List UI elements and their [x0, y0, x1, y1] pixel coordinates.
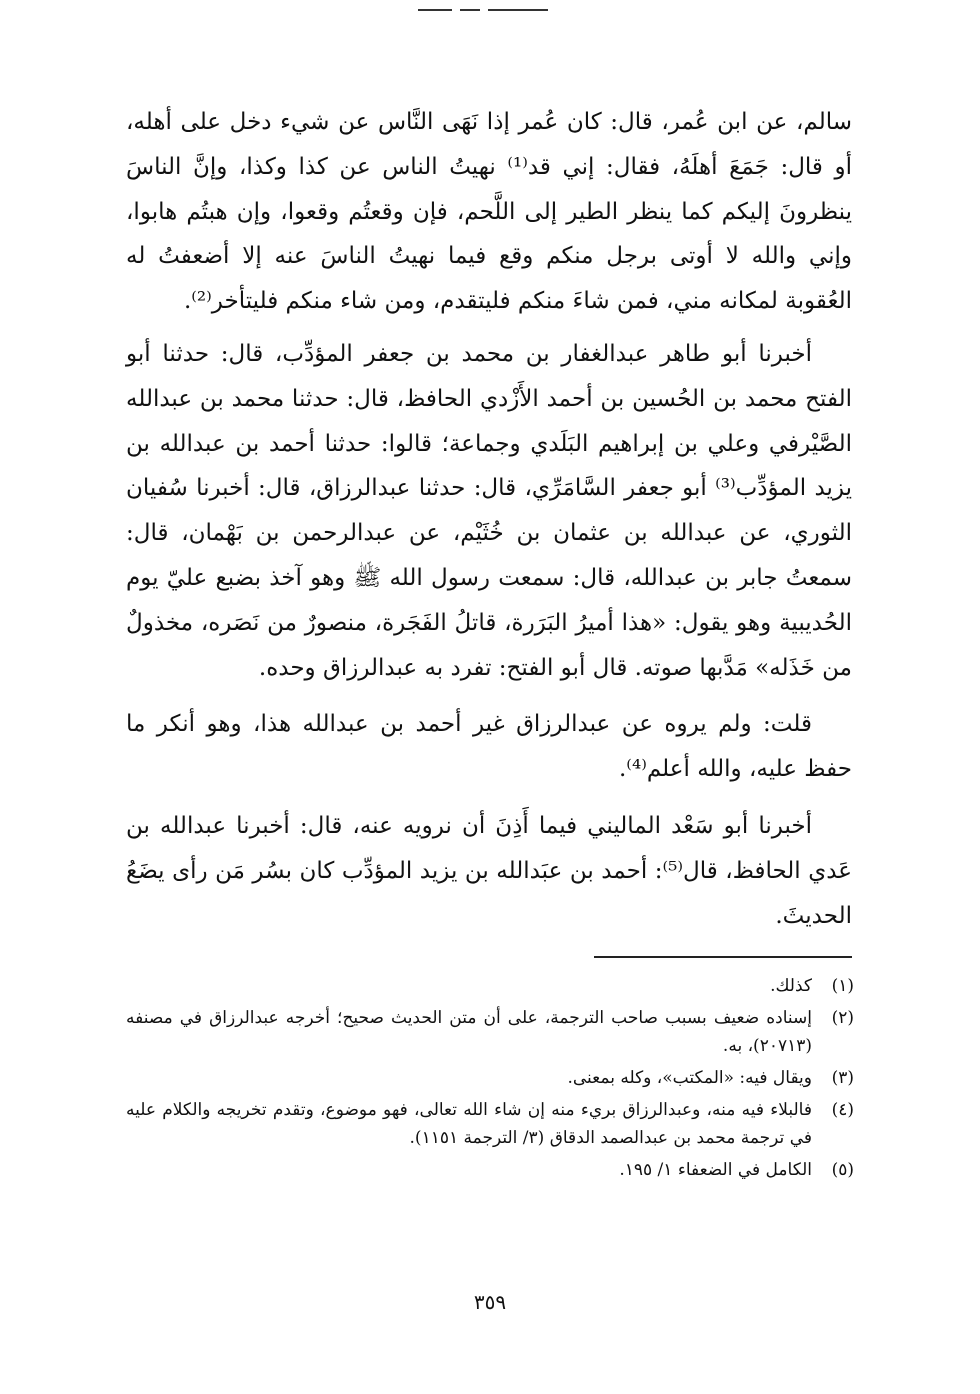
page-number: ٣٥٩ [473, 1290, 507, 1314]
footnote-separator [594, 956, 852, 958]
main-text [126, 100, 852, 950]
footnote-item [126, 1156, 854, 1184]
footnote-number: (٢) [831, 1008, 854, 1028]
paragraph-1: سالم، عن ابن عُمر، قال: كان عُمر إذا نَهَى النَّاس عن شيء دخل على أهله، أو قال: جَمَعَ أهلَهُ، فقال: إني قد⁽¹⁾ نهيتُ الناس عن كذا وكذا، وإنَّ الناسَ ينظرونَ إليكم كما ينظر الطير إلى اللَّحم، فإن وقعتُم وقعوا، وإن هبتُم هابوا، وإني والله لا أوتى برجل منكم وقع فيما نهيتُ الناسَ عنه إلا أضعفتُ له العُقوبة لمكانه مني، فمن شاءَ منكم فليتقدم، ومن شاء منكم فليتأخر⁽²⁾. [126, 109, 852, 315]
top-rule [418, 6, 548, 16]
footnote-text: كذلك. [770, 976, 812, 996]
footnote-number: (٤) [831, 1100, 854, 1120]
footnotes [126, 972, 854, 1188]
footnote-item [126, 1004, 854, 1060]
paragraph-4: أخبرنا أبو سَعْد الماليني فيما أَذِنَ أن نرويه عنه، قال: أخبرنا عبدالله بن عَدي الحافظ، قال⁽⁵⁾: أحمد بن عبَدالله بن يزيد المؤدِّب كان بسُر مَن رأى يضَعُ الحديثَ. [126, 812, 852, 929]
footnote-item [126, 1096, 854, 1152]
footnote-text: الكامل في الضعفاء ١/ ١٩٥. [619, 1160, 812, 1180]
paragraph-2: أخبرنا أبو طاهر عبدالغفار بن محمد بن جعفر المؤدِّب، قال: حدثنا أبو الفتح محمد بن الحُسين بن أحمد الأَزْدي الحافظ، قال: حدثنا محمد بن عبدالله الصَّيْرفي وعلي بن إبراهيم البَلَدي وجماعة؛ قالوا: حدثنا أحمد بن عبدالله بن يزيد المؤدِّب⁽³⁾ أبو جعفر السَّامَرِّي، قال: حدثنا عبدالرزاق، قال: أخبرنا سُفيان الثوري، عن عبدالله بن عثمان بن خُثَيْم، عن عبدالرحمن بن بَهْمان، قال: سمعتُ جابر بن عبدالله، قال: سمعت رسول الله ﷺ وهو آخذ بضبع عليّ يوم الحُديبية وهو يقول: «هذا أميرُ البَرَرة، قاتلُ الفَجَرة، منصورٌ من نَصَره، مخذولٌ من خَذَله» مَدَّبها صوته. قال أبو الفتح: تفرد به عبدالرزاق وحده. [126, 340, 853, 681]
footnote-text: فالبلاء فيه منه، وعبدالرزاق بريء منه إن شاء الله تعالى، فهو موضوع، وتقدم تخريجه والكلام عليه في ترجمة محمد بن عبدالصمد الدقاق (٣/ الترجمة ١١٥١). [126, 1100, 812, 1148]
footnote-item [126, 1064, 854, 1092]
paragraph-3: قلت: ولم يروه عن عبدالرزاق غير أحمد بن عبدالله هذا، وهو أنكر ما حفظ عليه، والله أعلم⁽⁴⁾. [126, 711, 852, 783]
footnote-number: (٥) [831, 1160, 854, 1180]
footnote-text: إسناده ضعيف بسبب صاحب الترجمة، على أن متن الحديث صحيح؛ أخرجه عبدالرزاق في مصنفه (٢٠٧١٣)، به. [126, 1008, 812, 1056]
footnote-number: (٣) [831, 1068, 854, 1088]
footnote-text: ويقال فيه: «المكتب»، وكله بمعنى. [567, 1068, 812, 1088]
footnote-number: (١) [831, 976, 854, 996]
footnote-item [126, 972, 854, 1000]
